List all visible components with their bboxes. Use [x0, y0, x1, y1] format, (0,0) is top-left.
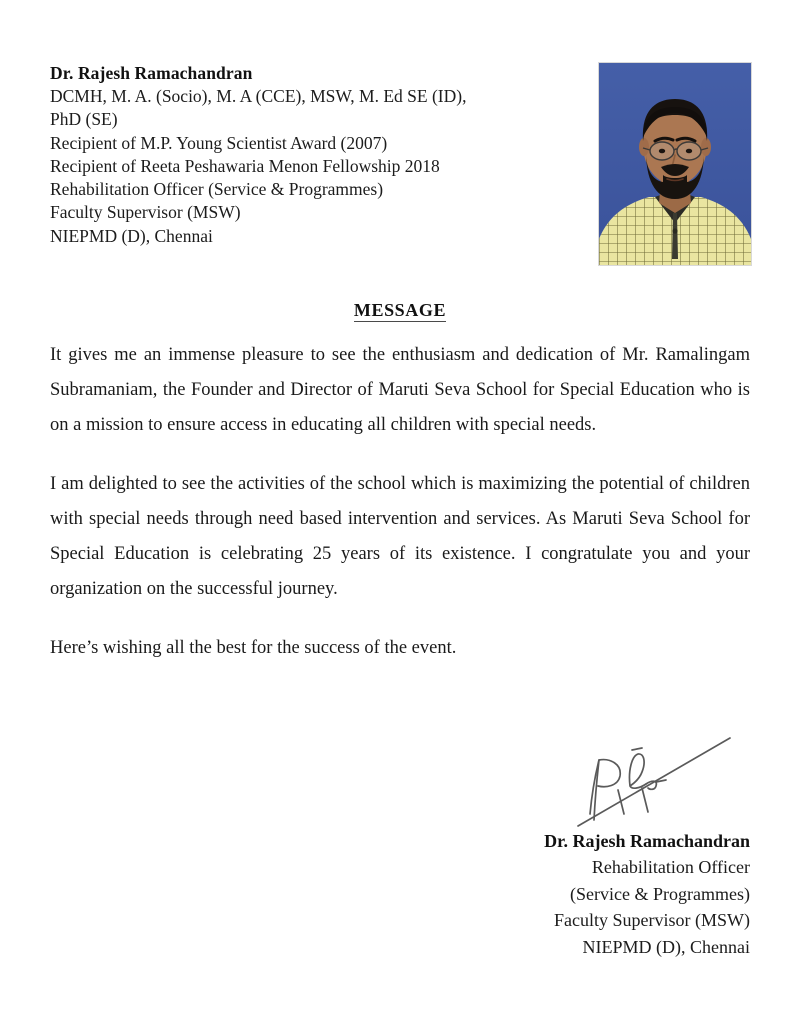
letterhead-line-qualifications-1: DCMH, M. A. (Socio), M. A (CCE), MSW, M. Ed SE (ID),	[50, 86, 467, 106]
signature-block	[330, 828, 750, 960]
signature-designation: Rehabilitation Officer	[591, 857, 750, 877]
signature-institute: NIEPMD (D), Chennai	[582, 936, 750, 957]
letterhead-line-fellowship: Recipient of Reeta Peshawaria Menon Fellowship 2018	[50, 155, 440, 176]
letterhead-line-award: Recipient of M.P. Young Scientist Award (2007)	[50, 132, 388, 153]
letterhead-block	[50, 62, 570, 248]
body-paragraph-1: It gives me an immense pleasure to see the enthusiasm and dedication of Mr. Ramalingam Subramaniam, the Founder and Director of Maruti Seva School for Special Education who is on a mission to ensure access in educating all children with special needs.	[50, 345, 750, 435]
signature-faculty: Faculty Supervisor (MSW)	[554, 910, 750, 930]
signature-department: (Service & Programmes)	[570, 883, 750, 904]
letterhead-line-faculty: Faculty Supervisor (MSW)	[50, 202, 241, 223]
signature-mark	[570, 728, 735, 828]
signature-strokes	[570, 728, 735, 828]
letter-body	[50, 338, 750, 666]
letterhead-line-qualifications-2: PhD (SE)	[50, 109, 118, 130]
letterhead-line-designation: Rehabilitation Officer (Service & Programmes)	[50, 179, 384, 200]
message-heading	[0, 300, 800, 321]
signature-name: Dr. Rajesh Ramachandran	[544, 831, 750, 851]
portrait-photo	[598, 62, 752, 266]
portrait-illustration	[599, 63, 751, 265]
body-paragraph-3: Here’s wishing all the best for the success of the event.	[50, 638, 457, 658]
message-heading-text: MESSAGE	[353, 300, 447, 320]
letterhead-line-institute: NIEPMD (D), Chennai	[50, 225, 213, 246]
letterhead-name: Dr. Rajesh Ramachandran	[50, 63, 253, 83]
body-paragraph-2: I am delighted to see the activities of the school which is maximizing the potential of children with special needs through need based intervention and services. As Maruti Seva School for Special Education is celebrating 25 years of its existence. I congratulate you and your organization on the successful journey.	[50, 474, 750, 599]
